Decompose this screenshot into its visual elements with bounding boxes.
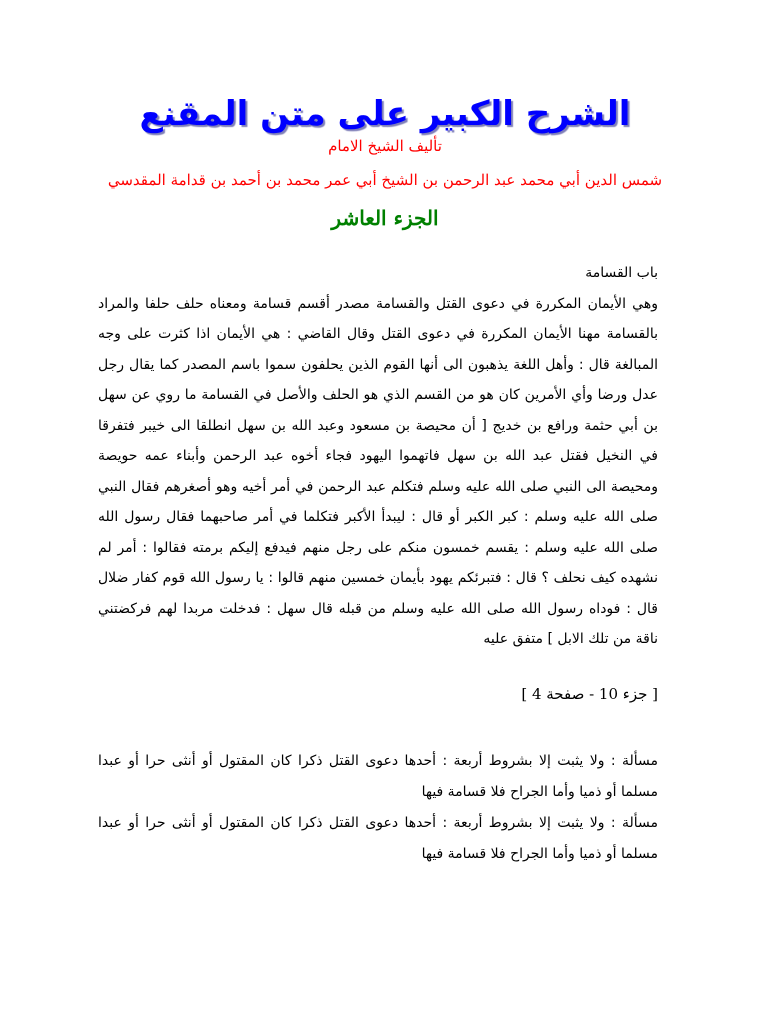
issue-text: مسألة : ولا يثبت إلا بشروط أربعة : أحدها دعوى القتل ذكرا كان المقتول أو أنثى حرا أو عبدا مسلما أو ذميا وأما الجراح فلا قسامة فيها <box>98 753 658 800</box>
issue-paragraph <box>98 746 658 807</box>
book-title: الشرح الكبير على متن المقنع <box>139 94 631 134</box>
author-name: شمس الدين أبي محمد عبد الرحمن بن الشيخ أبي عمر محمد بن أحمد بن قدامة المقدسي <box>107 171 663 189</box>
issue-text: مسألة : ولا يثبت إلا بشروط أربعة : أحدها دعوى القتل ذكرا كان المقتول أو أنثى حرا أو عبدا مسلما أو ذميا وأما الجراح فلا قسامة فيها <box>98 815 658 862</box>
page-reference: [ جزء 10 - صفحة 4 ] <box>521 685 658 703</box>
chapter-section <box>98 258 658 655</box>
chapter-body: وهي الأيمان المكررة في دعوى القتل والقسامة مصدر أقسم قسامة ومعناه حلف حلفا والمراد بالقسامة مهنا الأيمان المكررة في دعوى القتل وقال القاضي : هي الأيمان اذا كثرت على وجه المبالغة قال : وأهل اللغة يذهبون الى أنها القوم الذين يحلفون سموا باسم المصدر كما يقال رجل عدل ورضا وأي الأمرين كان هو من القسم الذي هو الحلف والأصل في القسامة ما روي عن سهل بن أبي حثمة ورافع بن خديج [ أن محيصة بن مسعود وعبد الله بن سهل انطلقا الى خيبر فتفرقا في النخيل فقتل عبد الله بن سهل فاتهموا اليهود فجاء أخوه عبد الرحمن وأبناء عمه حويصة ومحيصة الى النبي صلى الله عليه وسلم فتكلم عبد الرحمن في أمر أخيه وهو أصغرهم فقال النبي صلى الله عليه وسلم : كبر الكبر أو قال : ليبدأ الأكبر فتكلما في أمر صاحبهما فقال رسول الله صلى الله عليه وسلم : يقسم خمسون منكم على رجل منهم فيدفع إليكم برمته فقالوا : أمر لم نشهده كيف نحلف ؟ قال : فتبرئكم يهود بأيمان خمسين منهم قالوا : يا رسول الله قوم كفار ضلال قال : فوداه رسول الله صلى الله عليه وسلم من قبله قال سهل : فدخلت مربدا لهم فركضتني ناقة من تلك الابل ] متفق عليه <box>98 295 658 647</box>
chapter-heading: باب القسامة <box>585 265 658 281</box>
author-label: تأليف الشيخ الامام <box>328 137 442 155</box>
issue-paragraph <box>98 808 658 869</box>
volume-label: الجزء العاشر <box>331 206 439 230</box>
